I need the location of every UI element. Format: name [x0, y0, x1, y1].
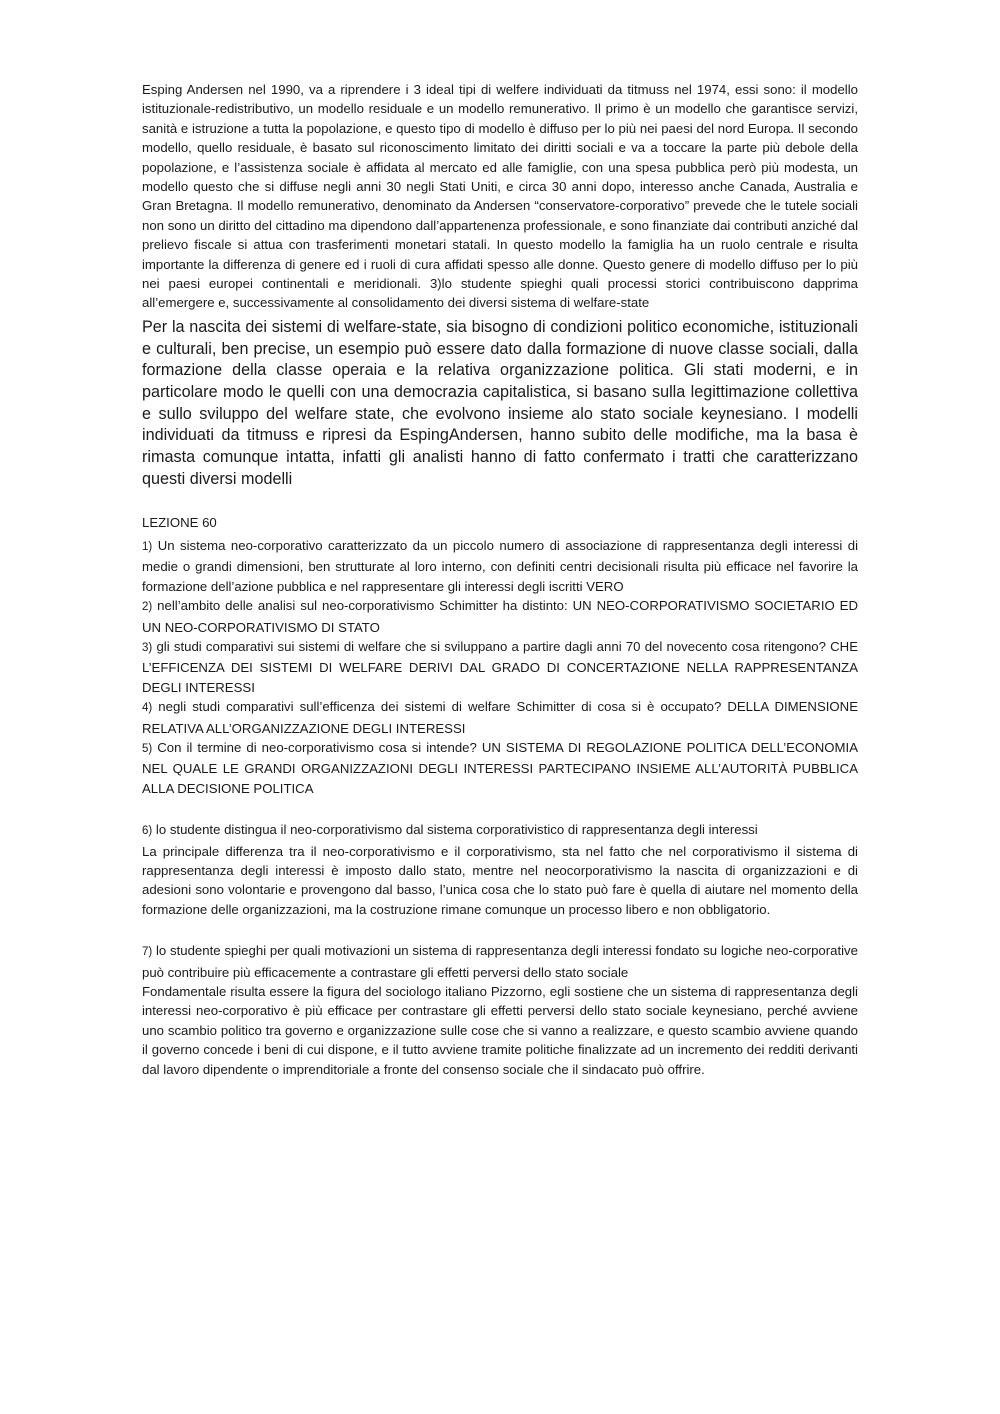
question-text: lo studente spieghi per quali motivazioni un sistema di rappresentanza degli interessi fondato su logiche neo-corporative può contribuire più efficacemente a contrastare gli effetti perversi dello stato sociale	[142, 943, 858, 980]
question-7-block	[142, 941, 858, 1079]
question-6	[142, 820, 858, 841]
question-number: 3)	[142, 641, 153, 654]
question-4	[142, 697, 858, 738]
answer-7: Fondamentale risulta essere la figura del sociologo italiano Pizzorno, egli sostiene che un sistema di rappresentanza degli interessi neo-corporativo è più efficace per contrastare gli effetti perversi dello stato sociale keynesiano, perché avviene uno scambio politico tra governo e organizzazione sulle cose che si vanno a realizzare, e questo scambio avviene quando il governo concede i beni di cui dispone, e il tutto avviene tramite politiche finalizzate ad un incremento dei redditi derivanti dal lavoro dipendente o imprenditoriale a fronte del consenso sociale che il sindacato può offrire.	[142, 984, 858, 1077]
lesson-heading: LEZIONE 60	[142, 514, 217, 530]
question-number: 6)	[142, 825, 153, 838]
question-number: 5)	[142, 742, 153, 755]
question-number: 7)	[142, 946, 153, 959]
question-text: Con il termine di neo-corporativismo cosa si intende? UN SISTEMA DI REGOLAZIONE POLITICA DELL’ECONOMIA NEL QUALE LE GRANDI ORGANIZZAZIONI DEGLI INTERESSI PARTECIPANO INSIEME ALL’AUTORITÀ PUBBLICA ALLA DECISIONE POLITICA	[142, 739, 858, 796]
intro-paragraph: Esping Andersen nel 1990, va a riprendere i 3 ideal tipi di welfere individuati da titmuss nel 1974, essi sono: il modello istituzionale-redistributivo, un modello residuale e un modello remunerativo. Il primo è un modello che garantisce servizi, sanità e istruzione a tutta la popolazione, e questo tipo di modello è diffuso per lo più nei paesi del nord Europa. Il secondo modello, quello residuale, è basato sul riconoscimento limitato dei diritti sociali e va a toccare la parte più debole della popolazione, e l’assistenza sociale è affidata al mercato ed alle famiglie, con una spesa pubblica però più modesta, un modello questo che si diffuse negli anni 30 negli Stati Uniti, e circa 30 anni dopo, interesso anche Canada, Australia e Gran Bretagna. Il modello remunerativo, denominato da Andersen “conservatore-corporativo” prevede che le tutele sociali non sono un diritto del cittadino ma dipendono dall’appartenenza professionale, e sono finanziate dai contributi anziché dal prelievo fiscale si attua con trasferimenti monetari statali. In questo modello la famiglia ha un ruolo centrale e risulta importante la differenza di genere ed i ruoli di cura affidati spesso alle donne. Questo genere di modello diffuso per lo più nei paesi europei continentali e meridionali. 3)lo studente spieghi quali processi storici contribuiscono dapprima all’emergere e, successivamente al consolidamento dei diversi sistema di welfare-state	[142, 82, 858, 311]
question-1	[142, 536, 858, 596]
question-text: lo studente distingua il neo-corporativismo dal sistema corporativistico di rappresentanza degli interessi	[155, 822, 758, 838]
document-page	[142, 80, 858, 1079]
question-number: 2)	[142, 601, 153, 614]
question-number: 1)	[142, 540, 153, 553]
question-5	[142, 738, 858, 798]
question-3	[142, 637, 858, 697]
question-number: 4)	[142, 702, 153, 715]
question-text: Un sistema neo-corporativo caratterizzato da un piccolo numero di associazione di rappresentanza degli interessi di medie o grandi dimensioni, ben strutturate al loro interno, con definiti centri decisionali risulta più efficace nel favorire la formazione dell’azione pubblica e nel rappresentare gli interessi degli iscritti VERO	[142, 537, 858, 594]
question-2	[142, 596, 858, 637]
question-6-block	[142, 820, 858, 919]
question-text: nell’ambito delle analisi sul neo-corporativismo Schimitter ha distinto: UN NEO-CORPORATIVISMO SOCIETARIO ED UN NEO-CORPORATIVISMO DI STATO	[142, 598, 858, 635]
question-7	[142, 941, 858, 982]
question-text: gli studi comparativi sui sistemi di welfare che si sviluppano a partire dagli anni 70 del novecento cosa ritengono? CHE L’EFFICENZA DEI SISTEMI DI WELFARE DERIVI DAL GRADO DI CONCERTAZIONE NELLA RAPPRESENTANZA DEGLI INTERESSI	[142, 638, 859, 695]
question-text: negli studi comparativi sull’efficenza dei sistemi di welfare Schimitter di cosa si è occupato? DELLA DIMENSIONE RELATIVA ALL’ORGANIZZAZIONE DEGLI INTERESSI	[142, 699, 858, 736]
answer-6: La principale differenza tra il neo-corporativismo e il corporativismo, sta nel fatto che nel corporativismo il sistema di rappresentanza degli interessi è imposto dallo stato, mentre nel neocorporativismo la nascita di organizzazioni e di adesioni sono volontarie e provengono dal basso, l’unica cosa che lo stato può fare è quella di aiutare nel momento della formazione delle organizzazioni, ma la costruzione rimane comunque un processo libero e non obbligatorio.	[142, 843, 858, 917]
question-list	[142, 536, 858, 798]
answer-paragraph: Per la nascita dei sistemi di welfare-state, sia bisogno di condizioni politico economiche, istituzionali e culturali, ben precise, un esempio può essere dato dalla formazione di nuove classe sociali, dalla formazione della classe operaia e la relativa organizzazione politica. Gli stati moderni, e in particolare modo le quelli con una democrazia capitalistica, si basano sulla legittimazione collettiva e sullo sviluppo del welfare state, che evolvono insieme alo stato sociale keynesiano. I modelli individuati da titmuss e ripresi da EspingAndersen, hanno subito delle modifiche, ma la basa è rimasta comunque intatta, infatti gli analisti hanno di fatto confermato i tratti che caratterizzano questi diversi modelli	[142, 317, 858, 488]
